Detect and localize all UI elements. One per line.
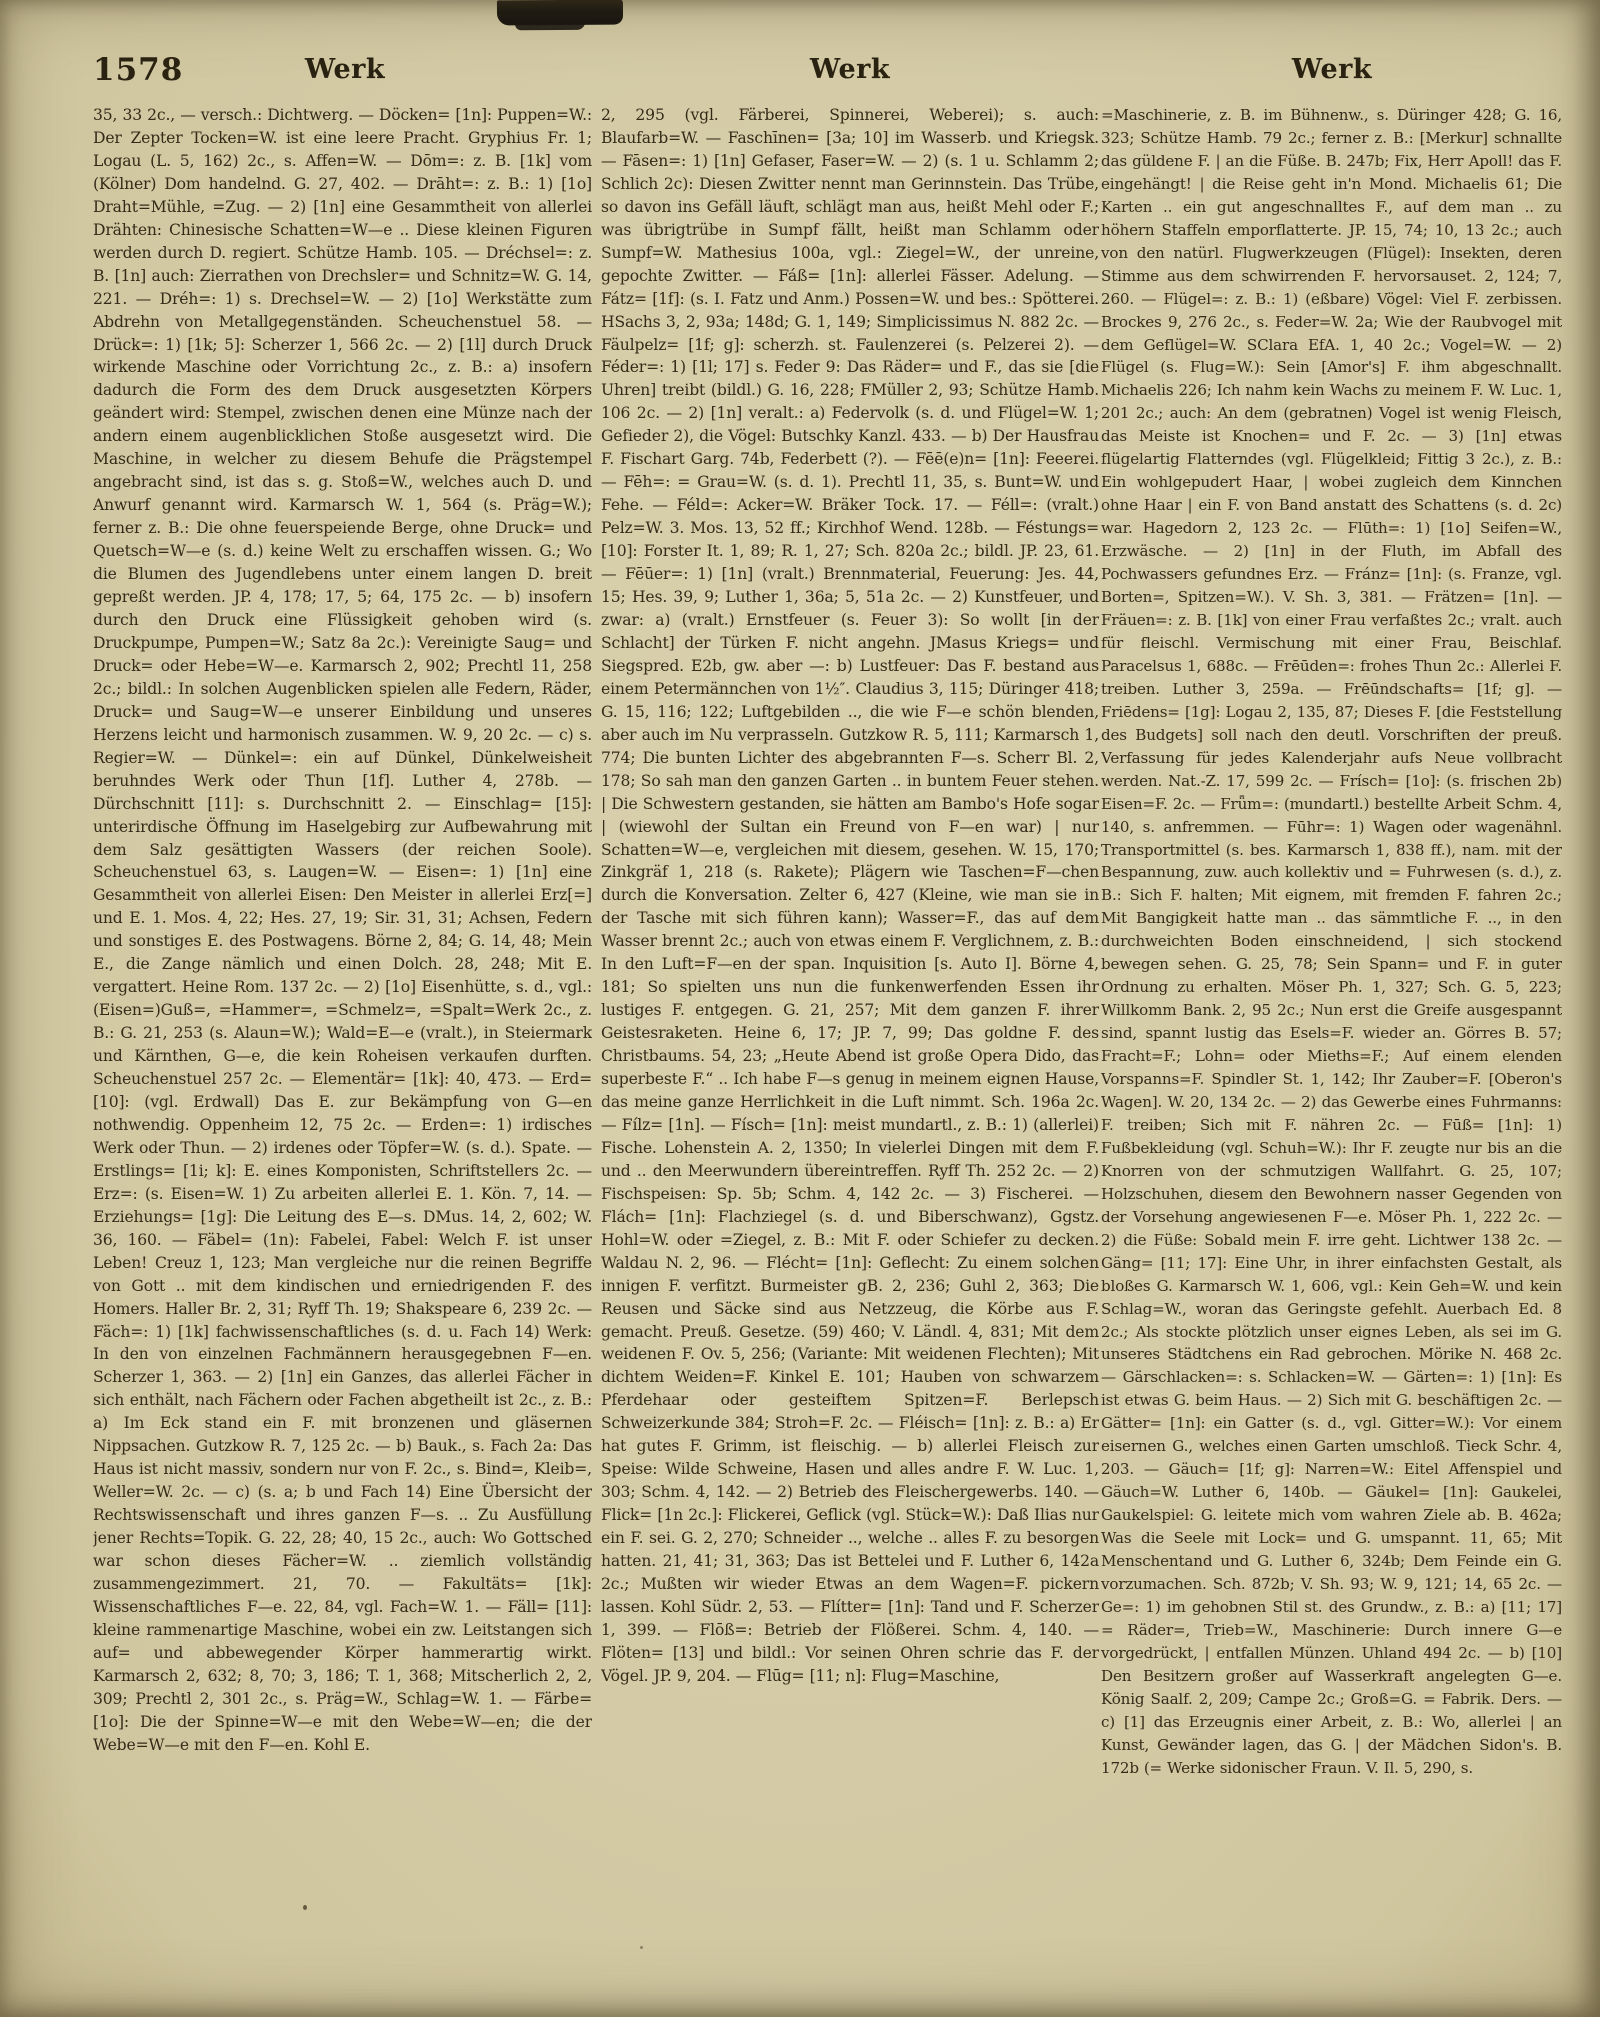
page-number: 1578 [93, 52, 184, 88]
ink-speck [303, 1905, 307, 1910]
text-column-3: =Maschinerie, z. B. im Bühnenw., s. Düringer 428; G. 16, 323; Schütze Hamb. 79 2c.; ferner z. B.: [Merkur] schnallte das güldene F. | an die Füße. B. 247b; Fix, Herr Apoll! das F. eingehängt! | die Reise geht in'n Mond. Michaelis 61; Die Karten .. ein gut angeschnalltes F., auf dem man .. zu höhern Staffeln emporflatterte. JP. 15, 74; 10, 13 2c.; auch von den natürl. Flugwerkzeugen (Flügel): Insekten, deren Stimme aus dem schwirrenden F. hervorsauset. 2, 124; 7, 260. — Flügel=: z. B.: 1) (eßbare) Vögel: Viel F. zerbissen. Brockes 9, 276 2c., s. Feder=W. 2a; Wie der Raubvogel mit dem Geflügel=W. SClara EfA. 1, 40 2c.; Vogel=W. — 2) Flügel (s. Flug=W.): Sein [Amor's] F. ihm abgeschnallt. Michaelis 226; Ich nahm kein Wachs zu meinem F. W. Luc. 1, 201 2c.; auch: An dem (gebratnen) Vogel ist wenig Fleisch, das Meiste ist Knochen= und F. 2c. — 3) [1n] etwas flügelartig Flatterndes (vgl. Flügelkleid; Fittig 3 2c.), z. B.: Ein wohlgepudert Haar, | wobei zugleich dem Kinnchen ohne Haar | ein F. von Band anstatt des Schattens (s. d. 2c) war. Hagedorn 2, 123 2c. — Flūth=: 1) [1o] Seifen=W., Erzwäsche. — 2) [1n] in der Fluth, im Abfall des Pochwassers gefundnes Erz. — Fránz= [1n]: (s. Franze, vgl. Borten=, Spitzen=W.). V. Sh. 3, 381. — Frätzen= [1n]. — Fräuen=: z. B. [1k] von einer Frau verfaßtes 2c.; vralt. auch für fleischl. Vermischung mit einer Frau, Beischlaf. Paracelsus 1, 688c. — Frēūden=: frohes Thun 2c.: Allerlei F. treiben. Luther 3, 259a. — Frēūndschafts= [1f; g]. — Friēdens= [1g]: Logau 2, 135, 87; Dieses F. [die Feststellung des Budgets] soll nach den deutl. Vorschriften der preuß. Verfassung für jedes Kalenderjahr aufs Neue vollbracht werden. Nat.-Z. 17, 599 2c. — Frísch= [1o]: (s. frischen 2b) Eisen=F. 2c. — Frǖm=: (mundartl.) bestellte Arbeit Schm. 4, 140, s. anfremmen. — Fūhr=: 1) Wagen oder wagenähnl. Transportmittel (s. bes. Karmarsch 1, 838 ff.), nam. mit der Bespannung, zuw. auch kollektiv und = Fuhrwesen (s. d.), z. B.: Sich F. halten; Mit eignem, mit fremden F. fahren 2c.; Mit Bangigkeit hatte man .. das sämmtliche F. .., in den durchweichten Boden einschneidend, | sich stockend bewegen sehen. G. 25, 78; Sein Spann= und F. in guter Ordnung zu erhalten. Möser Ph. 1, 327; Sch. G. 5, 223; Willkomm Bank. 2, 95 2c.; Nun erst die Greife ausgespannt sind, spannt lustig das Esels=F. wieder an. Görres B. 57; Fracht=F.; Lohn= oder Mieths=F.; Auf einem elenden Vorspanns=F. Spindler St. 1, 142; Ihr Zauber=F. [Oberon's Wagen]. W. 20, 134 2c. — 2) das Gewerbe eines Fuhrmanns: F. treiben; Sich mit F. nähren 2c. — Fūß= [1n]: 1) Fußbekleidung (vgl. Schuh=W.): Ihr F. zeugte nur bis an die Knorren von der schmutzigen Wallfahrt. G. 25, 107; Holzschuhen, diesem den Bewohnern nasser Gegenden von der Vorsehung angewiesenen F—e. Möser Ph. 1, 222 2c. — 2) die Füße: Sobald mein F. irre geht. Lichtwer 138 2c. — Gäng= [11; 17]: Eine Uhr, in ihrer einfachsten Gestalt, als bloßes G. Karmarsch W. 1, 606, vgl.: Kein Geh=W. und kein Schlag=W., woran das Geringste gefehlt. Auerbach Ed. 8 2c.; Als stockte plötzlich unser eignes Leben, als sei im G. unseres Städtchens ein Rad gebrochen. Mörike N. 468 2c. — Gärschlacken=: s. Schlacken=W. — Gärten=: 1) [1n]: Es ist etwas G. beim Haus. — 2) Sich mit G. beschäftigen 2c. — Gätter= [1n]: ein Gatter (s. d., vgl. Gitter=W.): Vor einem eisernen G., welches einen Garten umschloß. Tieck Schr. 4, 203. — Gäuch= [1f; g]: Narren=W.: Eitel Affenspiel und Gäuch=W. Luther 6, 140b. — Gäukel= [1n]: Gaukelei, Gaukelspiel: G. leitete mich vom wahren Ziele ab. B. 462a; Was die Seele mit Lock= und G. umspannt. 11, 65; Mit Menschentand und G. Luther 6, 324b; Dem Feinde ein G. vorzumachen. Sch. 872b; V. Sh. 93; W. 9, 121; 14, 65 2c. — Ge=: 1) im gehobnen Stil st. des Grundw., z. B.: a) [11; 17] = Räder=, Trieb=W., Maschinerie: Durch innere G—e vorgedrückt, | entfallen Münzen. Uhland 494 2c. — b) [10] Den Besitzern großer auf Wasserkraft angelegten G—e. König Saalf. 2, 209; Campe 2c.; Groß=G. = Fabrik. Ders. — c) [1] das Erzeugnis einer Arbeit, z. B.: Wo, allerlei | an Kunst, Gewänder lagen, das G. | der Mädchen Sidon's. B. 172b (= Werke sidonischer Fraun. V. Il. 5, 290, s. [1101, 106, 1562, 1777]
running-head-column-2: Werk [809, 54, 891, 85]
ink-speck [640, 1946, 643, 1949]
text-column-1: 35, 33 2c., — versch.: Dichtwerg. — Döcken= [1n]: Puppen=W.: Der Zepter Tocken=W. ist eine leere Pracht. Gryphius Fr. 1; Logau (L. 5, 162) 2c., s. Affen=W. — Dōm=: z. B. [1k] vom (Kölner) Dom handelnd. G. 27, 402. — Drāht=: z. B.: 1) [1o] Draht=Mühle, =Zug. — 2) [1n] eine Gesammtheit von allerlei Drähten: Chinesische Schatten=W—e .. Diese kleinen Figuren werden durch D. regiert. Schütze Hamb. 105. — Dréchsel=: z. B. [1n] auch: Zierrathen von Drechsler= und Schnitz=W. G. 14, 221. — Dréh=: 1) s. Drechsel=W. — 2) [1o] Werkstätte zum Abdrehn von Metallgegenständen. Scheuchenstuel 58. — Drück=: 1) [1k; 5]: Scherzer 1, 566 2c. — 2) [1l] durch Druck wirkende Maschine oder Vorrichtung 2c., z. B.: a) insofern dadurch die Form des dem Druck ausgesetzten Körpers geändert wird: Stempel, zwischen denen eine Münze nach der andern einem augenblicklichen Stoße ausgesetzt wird. Die Maschine, in welcher zu diesem Behufe die Prägstempel angebracht sind, ist das s. g. Stoß=W., welches auch D. und Anwurf genannt wird. Karmarsch W. 1, 564 (s. Präg=W.); ferner z. B.: Die ohne feuerspeiende Berge, ohne Druck= und Quetsch=W—e (s. d.) keine Welt zu erschaffen wissen. G.; Wo die Blumen des Jugendlebens unter einem langen D. breit gepreßt werden. JP. 4, 178; 17, 5; 64, 175 2c. — b) insofern durch den Druck eine Flüssigkeit gehoben wird (s. Druckpumpe, Pumpen=W.; Satz 8a 2c.): Vereinigte Saug= und Druck= oder Hebe=W—e. Karmarsch 2, 902; Prechtl 11, 258 2c.; bildl.: In solchen Augenblicken spielen alle Federn, Räder, Druck= und Saug=W—e unserer Einbildung und unseres Herzens leicht und harmonisch zusammen. W. 9, 20 2c. — c) s. Regier=W. — Dünkel=: ein auf Dünkel, Dünkelweisheit beruhndes Werk oder Thun [1f]. Luther 4, 278b. — Dürchschnitt [11]: s. Durchschnitt 2. — Einschlag= [15]: unterirdische Öffnung im Haselgebirg zur Aufbewahrung mit dem Salz gesättigten Wassers (der reichen Soole). Scheuchenstuel 63, s. Laugen=W. — Eisen=: 1) [1n] eine Gesammtheit von allerlei Eisen: Den Meister in allerlei Erz[=] und E. 1. Mos. 4, 22; Hes. 27, 19; Sir. 31, 31; Achsen, Federn und sonstiges E. des Postwagens. Börne 2, 84; G. 14, 48; Mein E., die Zange nämlich und einen Dolch. 28, 248; Mit E. vergattert. Heine Rom. 137 2c. — 2) [1o] Eisenhütte, s. d., vgl.: (Eisen=)Guß=, =Hammer=, =Schmelz=, =Spalt=Werk 2c., z. B.: G. 21, 253 (s. Alaun=W.); Wald=E—e (vralt.), in Steiermark und Kärnthen, G—e, die kein Roheisen verkaufen durften. Scheuchenstuel 257 2c. — Elementär= [1k]: 40, 473. — Erd= [10]: (vgl. Erdwall) Das E. zur Bekämpfung von G—en nothwendig. Oppenheim 12, 75 2c. — Erden=: 1) irdisches Werk oder Thun. — 2) irdenes oder Töpfer=W. (s. d.). Spate. — Erstlings= [1i; k]: E. eines Komponisten, Schriftstellers 2c. — Erz=: (s. Eisen=W. 1) Zu arbeiten allerlei E. 1. Kön. 7, 14. — Erziehungs= [1g]: Die Leitung des E—s. DMus. 14, 2, 602; W. 36, 160. — Fäbel= (1n): Fabelei, Fabel: Welch F. ist unser Leben! Creuz 1, 123; Man vergleiche nur die reinen Begriffe von Gott .. mit dem kindischen und erniedrigenden F. des Homers. Haller Br. 2, 31; Ryff Th. 19; Shakspeare 6, 239 2c. — Fäch=: 1) [1k] fachwissenschaftliches (s. d. u. Fach 14) Werk: In den von einzelnen Fachmännern herausgegebnen F—en. Scherzer 1, 363. — 2) [1n] ein Ganzes, das allerlei Fächer in sich enthält, nach Fächern oder Fachen abgetheilt ist 2c., z. B.: a) Im Eck stand ein F. mit bronzenen und gläsernen Nippsachen. Gutzkow R. 7, 125 2c. — b) Bauk., s. Fach 2a: Das Haus ist nicht massiv, sondern nur von F. 2c., s. Bind=, Kleib=, Weller=W. 2c. — c) (s. a; b und Fach 14) Eine Übersicht der Rechtswissenschaft und ihres ganzen F—s. .. Zu Ausfüllung jener Rechts=Topik. G. 22, 28; 40, 15 2c., auch: Wo Gottsched war schon dieses Fächer=W. .. ziemlich vollständig zusammengezimmert. 21, 70. — Fakultäts= [1k]: Wissenschaftliches F—e. 22, 84, vgl. Fach=W. 1. — Fäll= [11]: kleine rammenartige Maschine, wobei ein zw. Leitstangen sich auf= und abbewegender Körper hammerartig wirkt. Karmarsch 2, 632; 8, 70; 3, 186; T. 1, 368; Mitscherlich 2, 2, 309; Prechtl 2, 301 2c., s. Präg=W., Schlag=W. 1. — Färbe= [1o]: Die der Spinne=W—e mit den Webe=W—en; die der Webe=W—e mit den F—en. Kohl E. [93, 106, 592, 1754]
running-head-column-3: Werk [1291, 54, 1373, 85]
text-column-2: 2, 295 (vgl. Färberei, Spinnerei, Weberei); s. auch: Blaufarb=W. — Faschīnen= [3a; 10] im Wasserb. und Kriegsk. — Fāsen=: 1) [1n] Gefaser, Faser=W. — 2) (s. 1 u. Schlamm 2; Schlich 2c): Diesen Zwitter nennt man Gerinnstein. Das Trübe, so davon ins Gefäll läuft, schlägt man aus, heißt Mehl oder F.; was übrigtrübe in Sumpf fällt, heißt man Schlamm oder Sumpf=W. Mathesius 100a, vgl.: Ziegel=W., der unreine, gepochte Zwitter. — Fáß= [1n]: allerlei Fässer. Adelung. — Fátz= [1f]: (s. I. Fatz und Anm.) Possen=W. und bes.: Spötterei. HSachs 3, 2, 93a; 148d; G. 1, 149; Simplicissimus N. 882 2c. — Fäulpelz= [1f; g]: scherzh. st. Faulenzerei (s. Pelzerei 2). — Féder=: 1) [1l; 17] s. Feder 9: Das Räder= und F., das sie [die Uhren] treibt (bildl.) G. 16, 228; FMüller 2, 93; Schütze Hamb. 106 2c. — 2) [1n] veralt.: a) Federvolk (s. d. und Flügel=W. 1; Gefieder 2), die Vögel: Butschky Kanzl. 433. — b) Der Hausfrau F. Fischart Garg. 74b, Federbett (?). — Fēē(e)n= [1n]: Feeerei. — Fēh=: = Grau=W. (s. d. 1). Prechtl 11, 35, s. Bunt=W. und Fehe. — Féld=: Acker=W. Bräker Tock. 17. — Féll=: (vralt.) Pelz=W. 3. Mos. 13, 52 ff.; Kirchhof Wend. 128b. — Féstungs= [10]: Forster It. 1, 89; R. 1, 27; Sch. 820a 2c.; bildl. JP. 23, 61. — Fēūer=: 1) [1n] (vralt.) Brennmaterial, Feuerung: Jes. 44, 15; Hes. 39, 9; Luther 1, 36a; 5, 51a 2c. — 2) Kunstfeuer, und zwar: a) (vralt.) Ernstfeuer (s. Feuer 3): So wollt [in der Schlacht] der Türken F. nicht angehn. JMasus Kriegs= und Siegspred. E2b, gw. aber —: b) Lustfeuer: Das F. bestand aus einem Petermännchen von 1½″. Claudius 3, 115; Düringer 418; G. 15, 116; 122; Luftgebilden .., die wie F—e schön blenden, aber auch im Nu verprasseln. Gutzkow R. 5, 111; Karmarsch 1, 774; Die bunten Lichter des abgebrannten F—s. Scherr Bl. 2, 178; So sah man den ganzen Garten .. in buntem Feuer stehen. | Die Schwestern gestanden, sie hätten am Bambo's Hofe sogar | (wiewohl der Sultan ein Freund von F—en war) | nur Schatten=W—e, vergleichen mit diesem, gesehen. W. 15, 170; Zinkgräf 1, 218 (s. Rakete); Plägern wie Taschen=F—chen durch die Konversation. Zelter 6, 427 (Kleine, wie man sie in der Tasche mit sich führen kann); Wasser=F., das auf dem Wasser brennt 2c.; auch von etwas einem F. Verglichnem, z. B.: In den Luft=F—en der span. Inquisition [s. Auto I]. Börne 4, 181; So spielten uns nun die funkenwerfenden Essen ihr lustiges F. entgegen. G. 21, 257; Mit dem ganzen F. ihrer Geistesraketen. Heine 6, 17; JP. 7, 99; Das goldne F. des Christbaums. 54, 23; „Heute Abend ist große Opera Dido, das superbeste F.“ .. Ich habe F—s genug in meinem eignen Hause, das meine ganze Herrlichkeit in die Luft nimmt. Sch. 196a 2c. — Fílz= [1n]. — Físch= [1n]: meist mundartl., z. B.: 1) (allerlei) Fische. Lohenstein A. 2, 1350; In vielerlei Dingen mit dem F. und .. den Meerwundern übereintreffen. Ryff Th. 252 2c. — 2) Fischspeisen: Sp. 5b; Schm. 4, 142 2c. — 3) Fischerei. — Flách= [1n]: Flachziegel (s. d. und Biberschwanz), Ggstz. Hohl=W. oder =Ziegel, z. B.: Mit F. oder Schiefer zu decken. Waldau N. 2, 96. — Flécht= [1n]: Geflecht: Zu einem solchen innigen F. verfitzt. Burmeister gB. 2, 236; Guhl 2, 363; Die Reusen und Säcke sind aus Netzzeug, die Körbe aus F. gemacht. Preuß. Gesetze. (59) 460; V. Ländl. 4, 831; Mit dem weidenen F. Ov. 5, 256; (Variante: Mit weidenen Flechten); Mit dichtem Weiden=F. Kinkel E. 101; Hauben von schwarzem Pferdehaar oder gesteiftem Spitzen=F. Berlepsch Schweizerkunde 384; Stroh=F. 2c. — Fléisch= [1n]: z. B.: a) Er hat gutes F. Grimm, ist fleischig. — b) allerlei Fleisch zur Speise: Wilde Schweine, Hasen und alles andre F. W. Luc. 1, 303; Schm. 4, 142. — 2) Betrieb des Fleischergewerbs. 140. — Flick= [1n 2c.]: Flickerei, Geflick (vgl. Stück=W.): Daß Ilias nur ein F. sei. G. 2, 270; Schneider .., welche .. alles F. zu besorgen hatten. 21, 41; 31, 363; Das ist Bettelei und F. Luther 6, 142a 2c.; Mußten wir wieder Etwas an dem Wagen=F. pickern lassen. Kohl Südr. 2, 53. — Flítter= [1n]: Tand und F. Scherzer 1, 399. — Flōß=: Betrieb der Flößerei. Schm. 4, 140. — Flöten= [13] und bildl.: Vor seinen Ohren schrie das F. der Vögel. JP. 9, 204. — Flūg= [11; n]: Flug=Maschine, [601, 106, 1099, 1685]
page-header [0, 52, 1600, 92]
binding-tape-mark [497, 0, 623, 25]
running-head-column-1: Werk [304, 54, 386, 85]
